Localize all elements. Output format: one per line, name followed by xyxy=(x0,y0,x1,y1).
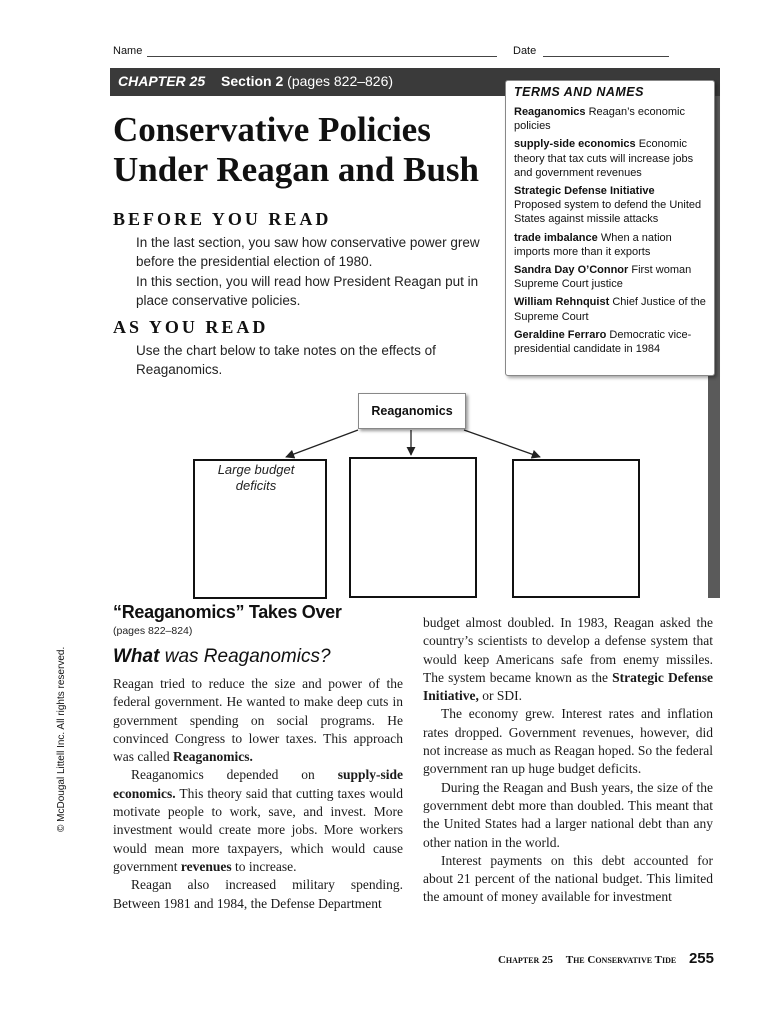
terms-heading: TERMS AND NAMES xyxy=(514,85,644,99)
term-def: Proposed system to defend the United States against missile attacks xyxy=(514,199,702,226)
chapter-number: CHAPTER 25 xyxy=(118,73,206,89)
question-bold: What xyxy=(113,646,160,667)
page-footer xyxy=(498,950,714,967)
term-name: William Rehnquist xyxy=(514,296,610,309)
section-pages: (pages 822–826) xyxy=(287,73,394,89)
footer-chapter: Chapter 25 xyxy=(497,954,553,966)
right-column xyxy=(423,614,713,907)
term-name: Sandra Day O’Connor xyxy=(514,264,629,277)
right-p1: budget almost doubled. In 1983, Reagan asked the country’s scientists to develop a defense system that would keep Americans safe from enemy missiles. The system became known as the Strategic Defense Initiative, or SDI. xyxy=(423,615,713,704)
footer-title: The Conservative Tide xyxy=(565,954,677,966)
term-name: Reaganomics xyxy=(514,106,586,118)
section-question xyxy=(113,646,331,668)
effect-box-2[interactable] xyxy=(349,457,477,598)
section-number: Section 2 xyxy=(221,73,284,89)
page-number: 255 xyxy=(688,950,714,967)
right-p4: Interest payments on this debt accounted for about 21 percent of the national budget. This limited the amount of money available for investment xyxy=(423,852,713,905)
left-column xyxy=(113,675,403,913)
title-line-1: Conservative Policies xyxy=(113,110,431,149)
title-line-2: Under Reagan and Bush xyxy=(113,150,479,189)
section-pages-ref: (pages 822–824) xyxy=(113,625,193,637)
reaganomics-box: Reaganomics xyxy=(358,393,466,429)
term-def: Democratic vice-presidential candidate in 1984 xyxy=(514,328,692,356)
before-you-read-heading: BEFORE YOU READ xyxy=(113,209,332,229)
as-you-read-p1: Use the chart below to take notes on the effects of Reaganomics. xyxy=(136,343,436,377)
arrow-right xyxy=(464,430,540,457)
copyright-notice: © McDougal Littell Inc. All rights reserved. xyxy=(56,646,67,832)
term-name: trade imbalance xyxy=(514,231,598,244)
arrow-left xyxy=(286,430,358,457)
as-you-read-heading: AS YOU READ xyxy=(113,317,269,337)
effect-box-3[interactable] xyxy=(512,459,640,598)
right-p3: During the Reagan and Bush years, the size of the government debt more than doubled. This meant that the United States had a larger national debt than any other nation in the world. xyxy=(423,779,713,850)
before-you-read-p2: In this section, you will read how President Reagan put in place conservative policies. xyxy=(136,274,479,308)
effect-box-1-text: Large budget deficits xyxy=(217,462,295,493)
term-def: First woman Supreme Court justice xyxy=(514,264,692,291)
left-p1: Reagan tried to reduce the size and power of the federal government. He wanted to make deep cuts in government spending on social programs. He convinced Congress to lower taxes. This approach was called Reaganomics. xyxy=(113,676,403,765)
term-def: When a nation imports more than it exports xyxy=(514,231,672,258)
left-p3: Reagan also increased military spending. Between 1981 and 1984, the Defense Department xyxy=(113,877,403,911)
question-rest: was Reaganomics? xyxy=(159,646,331,667)
term-name: Geraldine Ferraro xyxy=(514,328,607,341)
right-p2: The economy grew. Interest rates and inflation rates dropped. Government revenues, however, did not increase as much as Reagan hoped. So the federal government ran up huge budget deficits. xyxy=(423,706,713,777)
section-title: “Reaganomics” Takes Over xyxy=(113,602,342,622)
term-def: Reagan’s economic policies xyxy=(514,106,686,133)
term-name: Strategic Defense Initiative xyxy=(514,185,655,198)
before-you-read-p1: In the last section, you saw how conservative power grew before the presidential election of 1980. xyxy=(136,235,480,269)
name-label: Name xyxy=(113,45,143,57)
date-label: Date xyxy=(513,45,537,57)
term-def: Economic theory that tax cuts will increase jobs and government revenues xyxy=(514,138,694,179)
term-def: Chief Justice of the Supreme Court xyxy=(514,296,706,323)
left-p2: Reaganomics depended on supply-side economics. This theory said that cutting taxes would motivate people to work, save, and invest. More investment would create more jobs. More workers would mean more taxpayers, which would cause government revenues to increase. xyxy=(113,767,403,874)
term-name: supply-side economics xyxy=(514,138,636,151)
